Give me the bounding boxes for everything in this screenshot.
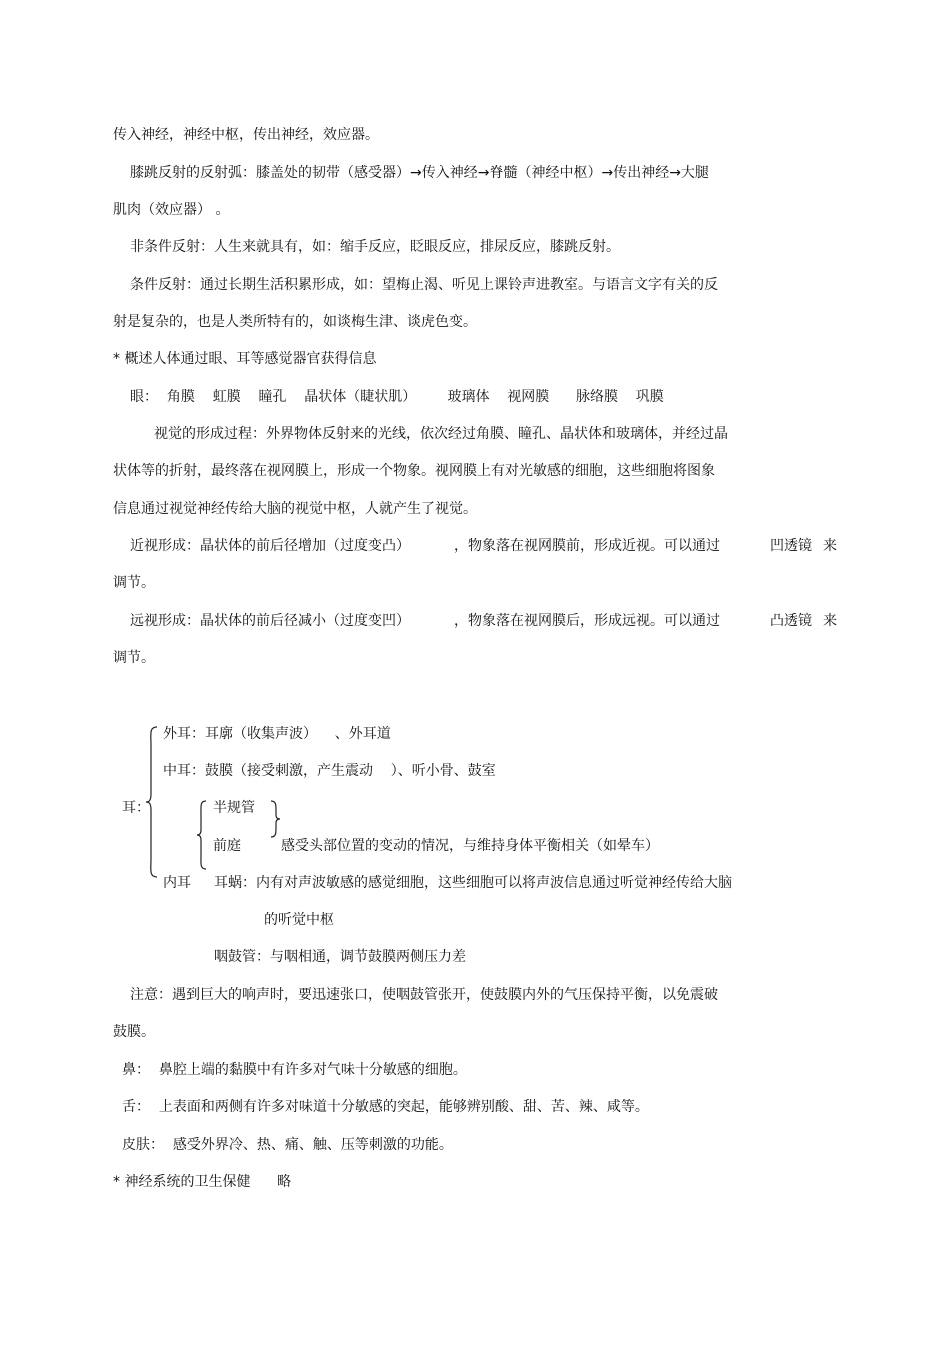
hyperopia-text: 来	[823, 613, 837, 629]
skin-line: 皮肤： 感受外界冷、热、痛、触、压等刺激的功能。	[122, 1137, 453, 1153]
text-line: 鼓膜。	[113, 1024, 155, 1040]
outer-ear-line: 外耳：耳廓（收集声波） 、外耳道	[163, 726, 391, 742]
text-line: 肌肉（效应器） 。	[113, 202, 230, 218]
text-line: 状体等的折射，最终落在视网膜上，形成一个物象。视网膜上有对光敏感的细胞，这些细胞将图象	[113, 463, 715, 479]
nose-line: 鼻： 鼻腔上端的黏膜中有许多对气味十分敏感的细胞。	[122, 1062, 467, 1078]
balance-brace	[270, 800, 282, 838]
vestibule: 前庭	[213, 838, 241, 854]
section-heading: * 神经系统的卫生保健 略	[113, 1174, 292, 1190]
hyperopia-lens: 凸透镜	[770, 613, 812, 629]
text-line: 条件反射：通过长期生活积累形成，如：望梅止渴、听见上课铃声进教室。与语言文字有关的反	[130, 277, 718, 293]
myopia-text: ，物象落在视网膜前，形成近视。可以通过	[454, 538, 720, 554]
ear-brace	[145, 726, 159, 878]
semicircular-canals: 半规管	[213, 800, 255, 816]
tongue-line: 舌： 上表面和两侧有许多对味道十分敏感的突起，能够辨别酸、甜、苦、辣、咸等。	[122, 1099, 649, 1115]
text-line: 注意：遇到巨大的响声时，要迅速张口，使咽鼓管张开，使鼓膜内外的气压保持平衡，以免震破	[130, 987, 718, 1003]
myopia-text: 来	[823, 538, 837, 554]
balance-function: 感受头部位置的变动的情况，与维持身体平衡相关（如晕车）	[281, 838, 659, 854]
cochlea-line: 耳蜗：内有对声波敏感的感觉细胞，这些细胞可以将声波信息通过听觉神经传给大脑	[214, 875, 732, 891]
myopia-text: 近视形成：晶状体的前后径增加（过度变凸）	[130, 538, 410, 554]
eustachian-tube-line: 咽鼓管：与咽相通，调节鼓膜两侧压力差	[214, 949, 466, 965]
hyperopia-text: ，物象落在视网膜后，形成远视。可以通过	[454, 613, 720, 629]
text-line: 传入神经，神经中枢，传出神经，效应器。	[113, 127, 379, 143]
ear-label: 耳：	[122, 800, 150, 816]
inner-ear-label: 内耳	[163, 875, 191, 891]
text-line: 信息通过视觉神经传给大脑的视觉中枢，人就产生了视觉。	[113, 501, 477, 517]
section-heading: * 概述人体通过眼、耳等感觉器官获得信息	[113, 351, 377, 367]
myopia-lens: 凹透镜	[770, 538, 812, 554]
inner-ear-brace	[196, 800, 208, 870]
text-line: 调节。	[113, 575, 155, 591]
text-line: 非条件反射：人生来就具有，如：缩手反应，眨眼反应，排尿反应，膝跳反射。	[130, 239, 620, 255]
text-line: 调节。	[113, 650, 155, 666]
text-line: 膝跳反射的反射弧：膝盖处的韧带（感受器）→传入神经→脊髓（神经中枢）→传出神经→大腿	[130, 165, 709, 181]
middle-ear-line: 中耳：鼓膜（接受刺激，产生震动 ）、听小骨、鼓室	[163, 763, 496, 779]
text-line: 视觉的形成过程：外界物体反射来的光线，依次经过角膜、瞳孔、晶状体和玻璃体，并经过晶	[154, 426, 728, 442]
eye-parts-line: 眼： 角膜 虹膜 瞳孔 晶状体（睫状肌） 玻璃体 视网膜 脉络膜 巩膜	[130, 389, 664, 405]
text-line: 射是复杂的，也是人类所特有的，如谈梅生津、谈虎色变。	[113, 314, 477, 330]
cochlea-line: 的听觉中枢	[264, 912, 334, 928]
hyperopia-text: 远视形成：晶状体的前后径减小（过度变凹）	[130, 613, 410, 629]
